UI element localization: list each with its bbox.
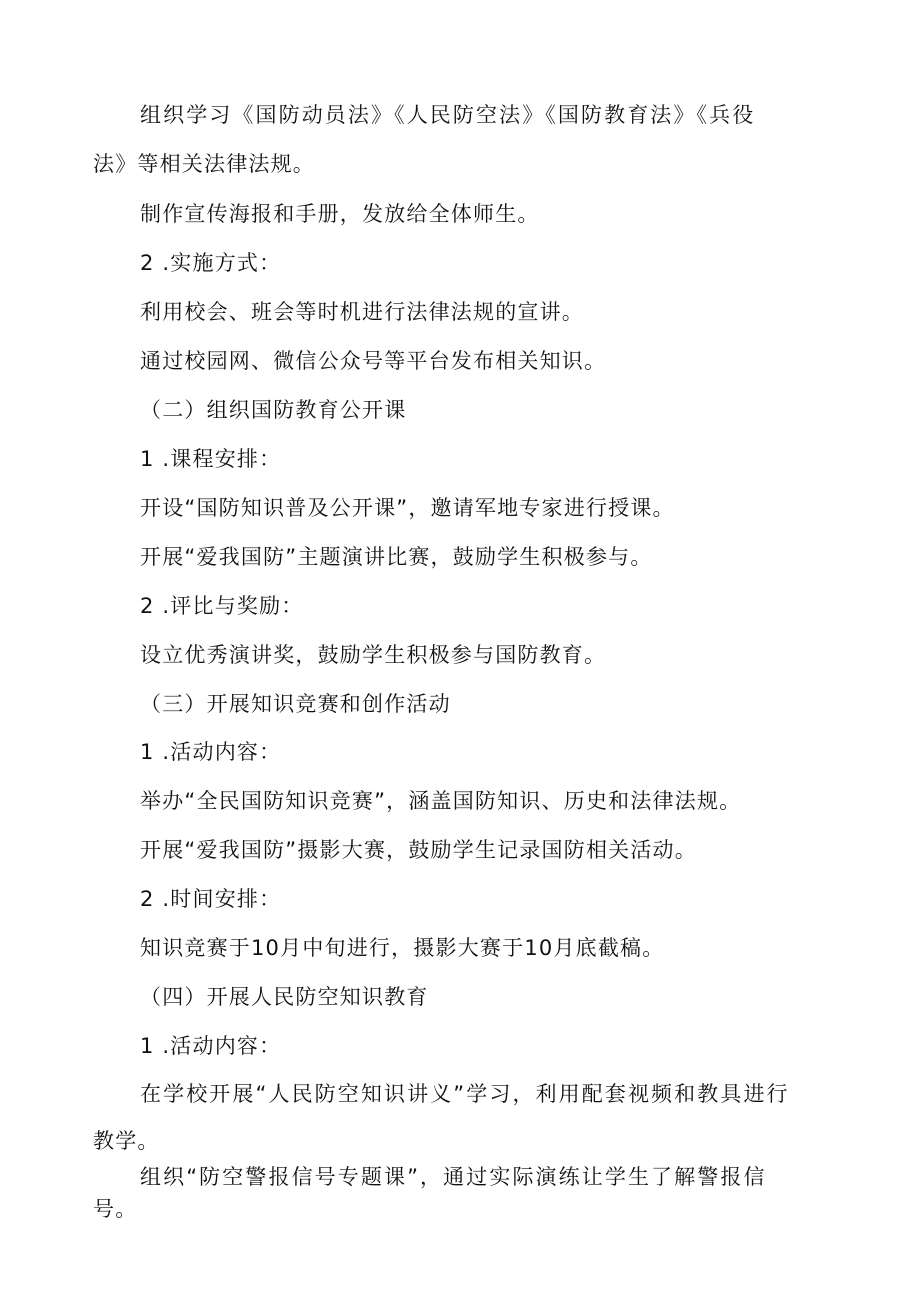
list-heading: 2 .时间安排： [140,887,282,911]
paragraph-line: 利用校会、班会等时机进行法律法规的宣讲。 [140,300,584,324]
paragraph-line: 组织学习《国防动员法》《人民防空法》《国防教育法》《兵役 [140,103,756,127]
paragraph-line: 组织“防空警报信号专题课”，通过实际演练让学生了解警报信 [140,1165,767,1189]
paragraph-line: 开展“爱我国防”主题演讲比赛，鼓励学生积极参与。 [140,545,653,569]
list-heading: 1 .课程安排： [140,447,282,471]
list-heading: 2 .实施方式： [140,251,282,275]
section-heading: （二）组织国防教育公开课 [140,398,407,422]
paragraph-line: 制作宣传海报和手册，发放给全体师生。 [140,202,540,226]
paragraph-line: 知识竞赛于10月中旬进行，摄影大赛于10月底截稿。 [140,936,665,960]
paragraph-line: 号。 [93,1197,138,1221]
list-heading: 1 .活动内容： [140,740,282,764]
paragraph-line: 教学。 [93,1129,160,1153]
section-heading: （三）开展知识竞赛和创作活动 [140,692,451,716]
paragraph-line: 在学校开展“人民防空知识讲义”学习，利用配套视频和教具进行 [140,1082,790,1106]
list-heading: 1 .活动内容： [140,1034,282,1058]
paragraph-line: 开设“国防知识普及公开课”，邀请军地专家进行授课。 [140,496,675,520]
paragraph-line: 开展“爱我国防”摄影大赛，鼓励学生记录国防相关活动。 [140,838,697,862]
paragraph-line: 举办“全民国防知识竞赛”，涵盖国防知识、历史和法律法规。 [140,789,742,813]
paragraph-line: 设立优秀演讲奖，鼓励学生积极参与国防教育。 [140,643,607,667]
paragraph-line: 通过校园网、微信公众号等平台发布相关知识。 [140,349,607,373]
list-heading: 2 .评比与奖励： [140,594,304,618]
paragraph-line: 法》等相关法律法规。 [93,152,315,176]
section-heading: （四）开展人民防空知识教育 [140,985,429,1009]
